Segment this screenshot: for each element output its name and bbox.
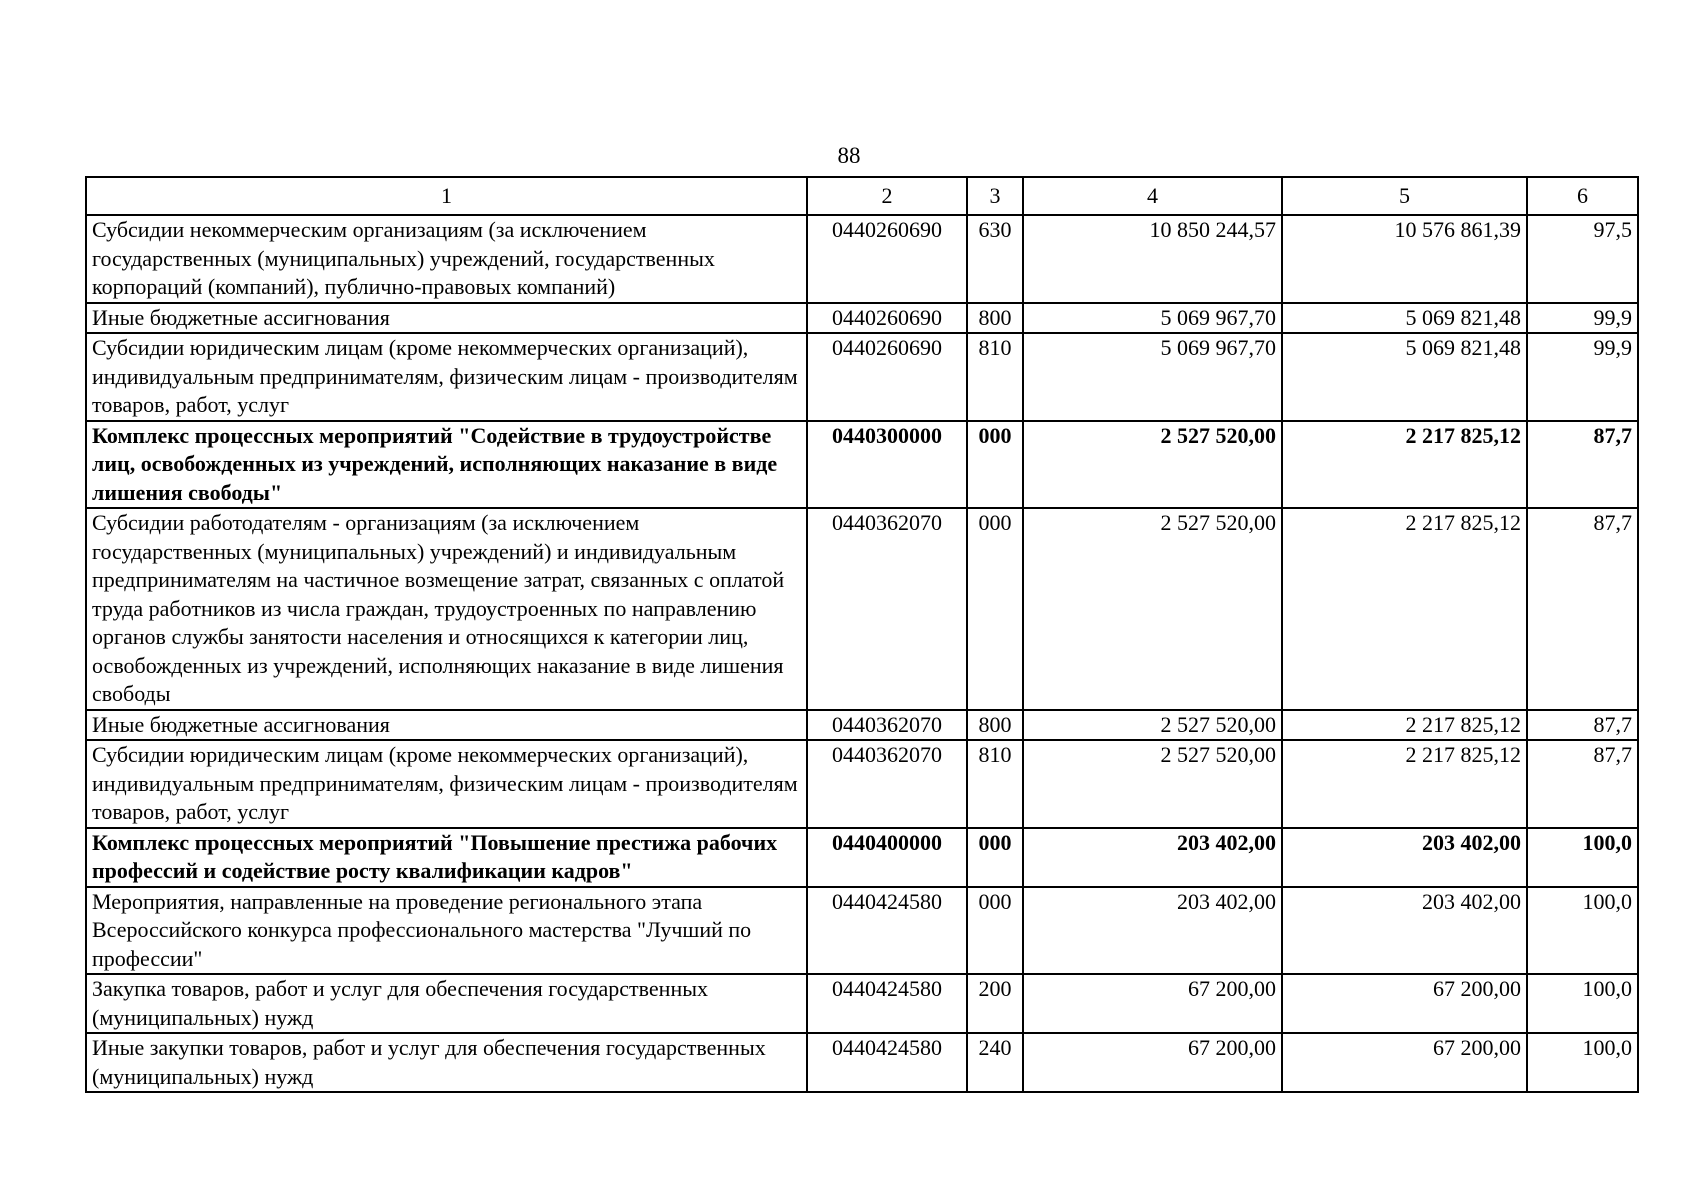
row-percent-cell: 100,0 — [1527, 1033, 1638, 1092]
row-type-cell: 810 — [967, 740, 1023, 828]
column-header: 3 — [967, 177, 1023, 215]
row-name-cell: Иные бюджетные ассигнования — [86, 710, 807, 741]
row-type-cell: 000 — [967, 887, 1023, 975]
row-plan-amount-cell: 2 527 520,00 — [1023, 421, 1282, 509]
table-row — [86, 303, 1638, 334]
row-percent-cell: 97,5 — [1527, 215, 1638, 303]
table-row — [86, 887, 1638, 975]
table-header-row — [86, 177, 1638, 215]
column-header: 4 — [1023, 177, 1282, 215]
row-fact-amount-cell: 10 576 861,39 — [1282, 215, 1527, 303]
row-plan-amount-cell: 10 850 244,57 — [1023, 215, 1282, 303]
row-type-cell: 000 — [967, 508, 1023, 710]
row-fact-amount-cell: 2 217 825,12 — [1282, 508, 1527, 710]
column-header: 2 — [807, 177, 967, 215]
row-plan-amount-cell: 5 069 967,70 — [1023, 333, 1282, 421]
row-code-cell: 0440362070 — [807, 710, 967, 741]
page-number: 88 — [837, 143, 861, 168]
row-type-cell: 810 — [967, 333, 1023, 421]
row-fact-amount-cell: 5 069 821,48 — [1282, 333, 1527, 421]
row-plan-amount-cell: 203 402,00 — [1023, 828, 1282, 887]
budget-table — [85, 176, 1639, 1093]
row-plan-amount-cell: 203 402,00 — [1023, 887, 1282, 975]
row-fact-amount-cell: 2 217 825,12 — [1282, 740, 1527, 828]
row-fact-amount-cell: 2 217 825,12 — [1282, 710, 1527, 741]
table-row — [86, 1033, 1638, 1092]
row-fact-amount-cell: 67 200,00 — [1282, 974, 1527, 1033]
column-header: 1 — [86, 177, 807, 215]
row-fact-amount-cell: 5 069 821,48 — [1282, 303, 1527, 334]
row-code-cell: 0440400000 — [807, 828, 967, 887]
row-percent-cell: 87,7 — [1527, 710, 1638, 741]
row-percent-cell: 99,9 — [1527, 303, 1638, 334]
row-plan-amount-cell: 2 527 520,00 — [1023, 508, 1282, 710]
table-row — [86, 974, 1638, 1033]
row-name-cell: Субсидии юридическим лицам (кроме некоммерческих организаций), индивидуальным предпринимателям, физическим лицам - производителям товаров, работ, услуг — [86, 740, 807, 828]
row-fact-amount-cell: 203 402,00 — [1282, 887, 1527, 975]
row-name-cell: Мероприятия, направленные на проведение регионального этапа Всероссийского конкурса профессионального мастерства "Лучший по профессии" — [86, 887, 807, 975]
table-row — [86, 333, 1638, 421]
column-header: 5 — [1282, 177, 1527, 215]
table-row — [86, 710, 1638, 741]
row-type-cell: 800 — [967, 303, 1023, 334]
row-name-cell: Комплекс процессных мероприятий "Содействие в трудоустройстве лиц, освобожденных из учреждений, исполняющих наказание в виде лишения свободы" — [86, 421, 807, 509]
row-code-cell: 0440260690 — [807, 333, 967, 421]
row-code-cell: 0440424580 — [807, 887, 967, 975]
table-row — [86, 828, 1638, 887]
row-name-cell: Комплекс процессных мероприятий "Повышение престижа рабочих профессий и содействие росту квалификации кадров" — [86, 828, 807, 887]
row-percent-cell: 100,0 — [1527, 974, 1638, 1033]
row-plan-amount-cell: 5 069 967,70 — [1023, 303, 1282, 334]
row-type-cell: 000 — [967, 828, 1023, 887]
row-name-cell: Закупка товаров, работ и услуг для обеспечения государственных (муниципальных) нужд — [86, 974, 807, 1033]
row-plan-amount-cell: 2 527 520,00 — [1023, 710, 1282, 741]
table-row — [86, 421, 1638, 509]
row-fact-amount-cell: 203 402,00 — [1282, 828, 1527, 887]
row-type-cell: 630 — [967, 215, 1023, 303]
row-type-cell: 240 — [967, 1033, 1023, 1092]
row-percent-cell: 87,7 — [1527, 421, 1638, 509]
row-type-cell: 800 — [967, 710, 1023, 741]
row-plan-amount-cell: 67 200,00 — [1023, 974, 1282, 1033]
row-type-cell: 000 — [967, 421, 1023, 509]
row-type-cell: 200 — [967, 974, 1023, 1033]
row-plan-amount-cell: 67 200,00 — [1023, 1033, 1282, 1092]
row-name-cell: Субсидии некоммерческим организациям (за исключением государственных (муниципальных) учреждений, государственных корпораций (компаний), публично-правовых компаний) — [86, 215, 807, 303]
row-code-cell: 0440300000 — [807, 421, 967, 509]
row-fact-amount-cell: 67 200,00 — [1282, 1033, 1527, 1092]
row-percent-cell: 100,0 — [1527, 828, 1638, 887]
row-code-cell: 0440424580 — [807, 1033, 967, 1092]
row-name-cell: Иные бюджетные ассигнования — [86, 303, 807, 334]
row-percent-cell: 100,0 — [1527, 887, 1638, 975]
row-code-cell: 0440424580 — [807, 974, 967, 1033]
row-code-cell: 0440260690 — [807, 215, 967, 303]
row-percent-cell: 99,9 — [1527, 333, 1638, 421]
table-row — [86, 508, 1638, 710]
row-code-cell: 0440362070 — [807, 508, 967, 710]
table-row — [86, 215, 1638, 303]
row-name-cell: Иные закупки товаров, работ и услуг для обеспечения государственных (муниципальных) нужд — [86, 1033, 807, 1092]
row-code-cell: 0440260690 — [807, 303, 967, 334]
row-code-cell: 0440362070 — [807, 740, 967, 828]
row-plan-amount-cell: 2 527 520,00 — [1023, 740, 1282, 828]
column-header: 6 — [1527, 177, 1638, 215]
row-fact-amount-cell: 2 217 825,12 — [1282, 421, 1527, 509]
row-name-cell: Субсидии юридическим лицам (кроме некоммерческих организаций), индивидуальным предпринимателям, физическим лицам - производителям товаров, работ, услуг — [86, 333, 807, 421]
row-percent-cell: 87,7 — [1527, 508, 1638, 710]
row-percent-cell: 87,7 — [1527, 740, 1638, 828]
row-name-cell: Субсидии работодателям - организациям (за исключением государственных (муниципальных) учреждений) и индивидуальным предпринимателям на частичное возмещение затрат, связанных с оплатой труда работников из числа граждан, трудоустроенных по направлению органов службы занятости населения и относящихся к категории лиц, освобожденных из учреждений, исполняющих наказание в виде лишения свободы — [86, 508, 807, 710]
table-row — [86, 740, 1638, 828]
